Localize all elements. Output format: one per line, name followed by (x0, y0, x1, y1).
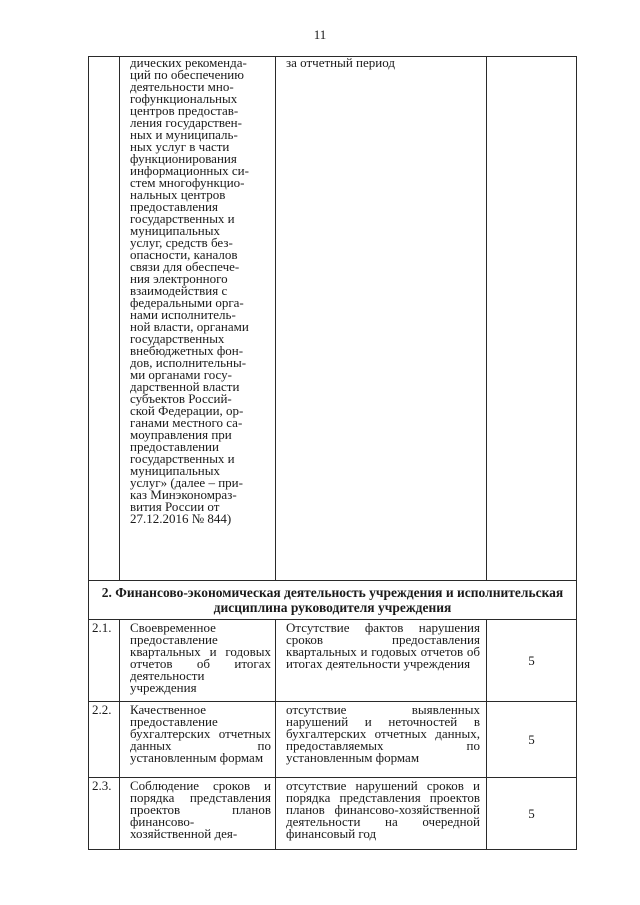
row-number: 2.2. (89, 702, 120, 778)
row-criterion: Соблюдение сроков и порядка представления проектов планов финансово-хозяйственной дея- (120, 778, 276, 850)
section-title: 2. Финансово-экономическая деятельность учреждения и исполнительская дисциплина руководителя учреждения (89, 581, 577, 620)
section-header-row (89, 581, 577, 620)
row-points: 5 (487, 620, 577, 702)
row-indicator: отсутствие выявленных нарушений и неточностей в бухгалтерских отчетных данных, предоставляемых по установленным формам (276, 702, 487, 778)
row-indicator: Отсутствие фактов нарушения сроков предоставления квартальных и годовых отчетов об итогах деятельности учреждения (276, 620, 487, 702)
table-row (89, 620, 577, 702)
row-number: 2.1. (89, 620, 120, 702)
continuation-points-cell (487, 57, 577, 581)
continuation-criterion-text: дических рекоменда- ций по обеспечению деятельности мно- гофункциональных центров предостав- ления государствен- ных и муниципаль- ных услуг в части функционирования информационных си- стем многофункцио- нальных центров предоставления государственных и муниципальных услуг, средств без- опасности, каналов связи для обеспече- ния электронного взаимодействия с федеральными орга- нами исполнитель- ной власти, органами государственных внебюджетных фон- дов, исполнительны- ми органами госу- дарственной власти субъектов Россий- ской Федерации, ор- ганами местного са- моуправления при предоставлении государственных и муниципальных услуг» (далее – при- каз Минэкономраз- вития России от 27.12.2016 № 844) (130, 55, 249, 526)
continuation-criterion-cell (120, 57, 276, 581)
continuation-indicator-cell (276, 57, 487, 581)
continuation-row (89, 57, 577, 581)
row-number: 2.3. (89, 778, 120, 850)
page-number: 11 (313, 27, 327, 42)
continuation-num-cell (89, 57, 120, 581)
table-row (89, 778, 577, 850)
row-points: 5 (487, 778, 577, 850)
row-criterion: Качественное предоставление бухгалтерских отчетных данных по установленным формам (120, 702, 276, 778)
criteria-table (88, 56, 577, 850)
row-points: 5 (487, 702, 577, 778)
table-row (89, 702, 577, 778)
continuation-indicator-text: за отчетный период (286, 55, 395, 70)
row-indicator: отсутствие нарушений сроков и порядка представления проектов планов финансово-хозяйственной деятельности на очередной финансовый год (276, 778, 487, 850)
row-criterion: Своевременное предоставление квартальных и годовых отчетов об итогах деятельности учреждения (120, 620, 276, 702)
